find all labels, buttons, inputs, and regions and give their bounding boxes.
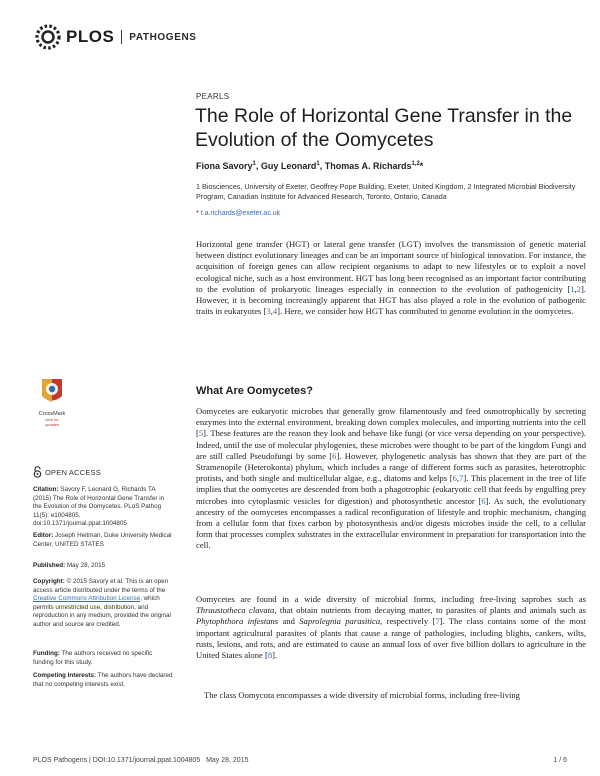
editor-block bbox=[33, 532, 173, 549]
meta-label: Editor: bbox=[33, 532, 54, 539]
journal-name: PATHOGENS bbox=[129, 31, 197, 43]
open-access-label: OPEN ACCESS bbox=[45, 467, 101, 477]
text-run: ]. However, phylogenetic analysis has shown that they are part of the Stramenopile (Heterokonta) phylum, which includes a range of different forms such as parasites, heterotrophic protists, and both single and multicellular algae, e.g., diatoms and kelps [ bbox=[196, 450, 587, 484]
text-run: The class Oomycota encompasses a wide diversity of microbial forms, including free-living bbox=[204, 690, 520, 700]
author-list: Fiona Savory$^1$, Guy Leonard$^1$, Thomas A. Richards$^{1,2}$* bbox=[196, 161, 424, 171]
plos-logo[interactable] bbox=[33, 22, 197, 52]
corresponding-email bbox=[196, 210, 280, 217]
meta-label: Published: bbox=[33, 562, 66, 569]
logo-text: PLOS bbox=[66, 27, 115, 46]
text-run: , respectively [ bbox=[380, 616, 436, 627]
competing-interests-block bbox=[33, 672, 173, 689]
author-affiliation-number: 1 bbox=[252, 161, 256, 167]
funding-block bbox=[33, 650, 173, 667]
license-link[interactable]: Creative Commons Attribution License bbox=[33, 595, 141, 603]
open-access-badge bbox=[33, 466, 101, 478]
species-name: Phytophthora infestans bbox=[196, 616, 279, 627]
text-run: , that obtain nutrients from decaying matter, to parasites of plants and animals such as bbox=[274, 605, 586, 616]
intro-paragraph bbox=[196, 239, 586, 317]
plos-logo-icon bbox=[33, 22, 63, 52]
text-run: , bbox=[574, 283, 577, 294]
article-type: PEARLS bbox=[196, 92, 230, 101]
section-heading: What Are Oomycetes? bbox=[196, 385, 313, 397]
text-run: and bbox=[278, 616, 300, 627]
corresponding-marker: * bbox=[419, 161, 424, 171]
open-lock-icon bbox=[33, 466, 42, 478]
page-number: 1 / 6 bbox=[553, 757, 567, 764]
meta-label: Funding: bbox=[33, 650, 60, 657]
reference-link[interactable]: 6 bbox=[481, 495, 486, 506]
species-name: Saprolegnia parasitica bbox=[299, 616, 381, 627]
published-block bbox=[33, 562, 173, 571]
text-run: Horizontal gene transfer (HGT) or lateral gene transfer (LGT) involves the transmission of genetic material between distinct evolutionary lineages and can be an important source of biological innovation. For instance, the acquisition of foreign genes can allow recipient organisms to adapt to new lifestyles or to exploit a novel ecological niche, such as a host environment. HGT has long been recognised as an important factor contributing to the evolution of prokaryotic lineages especially in connection to the evolution of pathogenicity [ bbox=[196, 239, 586, 294]
species-name: Thraustotheca clavata bbox=[196, 605, 275, 616]
reference-link[interactable]: 8 bbox=[267, 650, 273, 661]
author-affiliation-number: 1 bbox=[316, 161, 320, 167]
meta-label: Citation: bbox=[33, 486, 59, 493]
text-run: ]. bbox=[272, 650, 278, 661]
copyright-block bbox=[33, 578, 173, 630]
footer-left bbox=[33, 757, 248, 764]
text-run: , bbox=[456, 473, 460, 484]
body-paragraph bbox=[196, 594, 586, 661]
email-link[interactable]: t.a.richards@exeter.ac.uk bbox=[200, 210, 281, 217]
text-run: ]. The class contains some of the most important agricultural parasites of plants that cause a range of pathologies, including blights, cankers, wilts, rusts, lesions, and rots, and are estimated to cause an annual loss of over five billion dollars to agriculture in the United States alone [ bbox=[196, 616, 587, 661]
footer-date: May 28, 2015 bbox=[206, 757, 249, 764]
reference-link[interactable]: 2 bbox=[576, 283, 581, 294]
reference-link[interactable]: 1 bbox=[570, 283, 575, 294]
published-date: May 28, 2015 bbox=[66, 562, 106, 569]
reference-link[interactable]: 7 bbox=[435, 616, 440, 627]
citation-text: Savory F, Leonard G, Richards TA (2015) The Role of Horizontal Gene Transfer in the Evolution of the Oomycetes. PLoS Pathog 11(5): e1004805. doi:10.1371/journal.ppat.1004805 bbox=[33, 486, 165, 528]
copyright-text: , which permits unrestricted use, distribution, and reproduction in any medium, provided the original author and source are credited. bbox=[33, 595, 171, 628]
meta-label: Copyright: bbox=[33, 578, 65, 585]
reference-link[interactable]: 3 bbox=[266, 306, 271, 317]
text-run: ]. This placement in the tree of life implies that the oomycetes are descended from both a phagotrophic (eukaryotic cell that feeds by engulfing prey microbes into cytoplasmic vesicles for digestion) and photosynthetic ancestor [ bbox=[196, 473, 587, 506]
logo-divider bbox=[121, 30, 122, 44]
text-run: ]. As such, the evolutionary ancestry of the oomycetes encompasses a radical reconfiguration of lifestyle and trophic mechanism, changing from a cellular form that fixes carbon by photosynthesis and/or digests microbes inside the cell, to a cellular form that processes complex substrates in the extracellular environment in preparation for transportation into the cell. bbox=[196, 495, 587, 551]
article-title: The Role of Horizontal Gene Transfer in the Evolution of the Oomycetes bbox=[195, 105, 573, 151]
author-name[interactable]: Fiona Savory bbox=[196, 161, 253, 171]
crossmark-icon bbox=[39, 376, 65, 406]
email-marker: * bbox=[196, 210, 199, 217]
text-run: ]. However, it is becoming increasingly apparent that HGT has also played a role in the evolution of pathogenic traits in eukaryotes [ bbox=[196, 283, 586, 317]
body-paragraph bbox=[196, 406, 586, 552]
reference-link[interactable]: 4 bbox=[272, 306, 278, 317]
text-run: Oomycetes are found in a wide diversity of microbial forms, including free-living saprobes such as bbox=[196, 594, 586, 604]
crossmark-label: CrossMark bbox=[38, 411, 66, 417]
author-name[interactable]: Guy Leonard bbox=[260, 161, 317, 171]
text-run: ]. These features are the reason they look and behave like fungi (or vice versa depending on your perspective). Indeed, until the use of molecular phylogenies, these microbes were thought to be part of the kingdom Fungi and are still called Pseudofungi by some [ bbox=[196, 428, 586, 461]
page-footer bbox=[33, 757, 567, 764]
reference-link[interactable]: 5 bbox=[198, 428, 204, 439]
crossmark-badge[interactable] bbox=[38, 376, 66, 427]
author-name[interactable]: Thomas A. Richards bbox=[324, 161, 412, 171]
competing-interests-text: The authors have declared that no competing interests exist. bbox=[33, 672, 173, 688]
body-paragraph bbox=[196, 690, 586, 701]
reference-link[interactable]: 7 bbox=[459, 473, 464, 484]
footer-doi[interactable]: PLOS Pathogens | DOI:10.1371/journal.ppat.1004805 bbox=[33, 757, 201, 764]
meta-label: Competing Interests: bbox=[33, 672, 96, 679]
text-run: Oomycetes are eukaryotic microbes that generally grow filamentously and feed osmotrophically by secreting enzymes into the external environment, breaking down complex molecules, and importing nutrients into the cell [ bbox=[196, 406, 586, 439]
reference-link[interactable]: 6 bbox=[452, 473, 457, 484]
reference-link[interactable]: 6 bbox=[332, 450, 337, 461]
affiliations: 1 Biosciences, University of Exeter, Geoffrey Pope Building, Exeter, United Kingdom, 2 Integrated Microbial Biodiversity Program, Canadian Institute for Advanced Research, Toronto, Ontario, Canada bbox=[196, 182, 576, 201]
editor-text: Joseph Heitman, Duke University Medical Center, UNITED STATES bbox=[33, 532, 172, 548]
text-run: , bbox=[270, 306, 273, 317]
crossmark-subtitle: click for updates bbox=[44, 417, 60, 427]
funding-text: The authors received no specific funding for this study. bbox=[33, 650, 153, 666]
text-run: ]. Here, we consider how HGT has contributed to genome evolution in the oomycetes. bbox=[277, 306, 574, 317]
author-affiliation-number: 1,2 bbox=[411, 161, 420, 167]
copyright-text: © 2015 Savory et al. This is an open access article distributed under the terms of the bbox=[33, 578, 169, 594]
citation-block bbox=[33, 486, 173, 529]
